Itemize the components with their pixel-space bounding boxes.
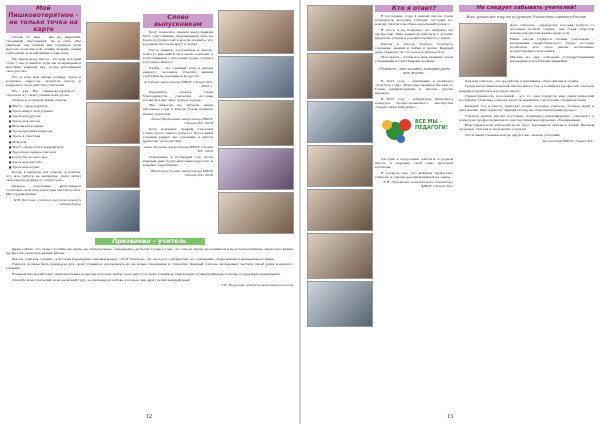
paragraph: Благодарим всех учителей за их труд, терпение и любовь к детям! Желаем здоровья, счастья и творческих успехов!	[459, 123, 594, 132]
right-page	[301, 0, 600, 424]
paragraph: Дело учителя – профессия, которая требует от человека полной отдачи, она стала смыслом жизни для многих наших педагогов.	[510, 22, 594, 36]
logo-text: ВСЕ МЫ – ПЕДАГОГИ!	[415, 118, 449, 131]
teacher-intro-text	[510, 23, 594, 77]
paragraph: Спасибо всем учителям за их нелёгкий труд, за терпение и любовь, которые они дарят детям каждый день!	[12, 277, 191, 282]
list-item: ■ Место, куда хочется вернуться	[6, 145, 81, 150]
author-signature: Алена Дегтярева, выпускница МБОУ «Лицей №3» 2016	[150, 117, 213, 126]
author-signature: Т.В. Морозова, учитель начальных классов	[221, 283, 293, 288]
paragraph: Учитель должен быть примером для своих учеников, вдохновлять их на новые свершения и открытия. Каждый учитель вкладывает частицу своей души в каждого ученика.	[6, 262, 293, 271]
epigraph-quote: Всех лучших все я шу от их успехов, Учителями славится Россия!	[466, 15, 587, 20]
left-col-1	[6, 5, 81, 233]
paragraph: Каждое поколение выпускников оставляет свой след в истории школы и села. Мы гордимся ими.	[6, 183, 81, 197]
paragraph: Хочу пожелать первым учителям только всего самого доброго! Пусть ваши ученики радуют вас успехами, а работа приносит удовольствие.	[143, 127, 213, 144]
logo-figure-red	[399, 119, 411, 131]
paragraph: Пожелание в последний год: пусть каждый день будет наполнен радостью и новыми открытиями!	[143, 154, 213, 168]
paragraph: Мы никогда не забудем наши школьные годы и всегда будем помнить наших учителей.	[143, 103, 213, 116]
list-item: ■ Гордость за своё село	[6, 155, 81, 160]
list-item: ■ Здесь живут мои родные	[6, 109, 81, 114]
left-header-3: Призвание – учитель	[95, 238, 205, 245]
teacher-intro-block	[459, 23, 594, 77]
author-signature: И.В. Пасхина, учитель русского языка и литературы	[13, 197, 81, 206]
teacher-photo-11	[307, 233, 373, 279]
paragraph: Что для Вас Пишковотерятное? – спросила я у своих учеников на уроке.	[6, 88, 81, 97]
list-item: ■ Здесь красивая природа	[6, 129, 81, 134]
list-item: ■ Здесь моя школа	[6, 119, 81, 124]
paragraph: Я горжусь тем, что выбрала профессию учителя, и считаю её самой важной на земле.	[375, 170, 453, 179]
teacher-photo-8	[307, 101, 373, 143]
author-signature: Анна Леонова, выпускница МБОУ «Лицей №3» 2016	[143, 144, 213, 153]
teacher-photo-6	[307, 5, 373, 51]
right-header-1: Кто я ответ?	[375, 5, 453, 12]
paragraph: Учёба – это главный этап в жизни каждого человека. Спасибо нашим учителям за терпение и мудрость.	[143, 65, 213, 78]
graduate-photo-5	[218, 192, 294, 234]
teacher-photo-2	[86, 62, 140, 100]
right-header-2: Не следует забывать учителей!	[459, 5, 594, 12]
paragraph: В 2015 году – победитель областного конкурса профессионального мастерства «Педагогический дебют».	[375, 96, 453, 109]
graduate-photo-2	[218, 56, 294, 98]
paragraph: Каждый год в школу приходят новые молодые учителя, полные идей и энтузиазма. Они приносят свежий взгляд на образовательный процесс.	[459, 103, 594, 112]
teachers-logo	[375, 111, 453, 155]
paragraph: Пусть знания, полученные в школе, помогут вам найти своё место в жизни, а воспоминания о школьных годах согреют в трудную минуту.	[143, 47, 213, 65]
right-col-1	[375, 5, 453, 410]
teacher-photo-3	[86, 102, 140, 144]
paragraph: Я учусь, и не пожалею, что выбрала эту профессию. Мне нравится работать с детьми, видеть их успехи и радоваться вместе с ними.	[375, 27, 453, 40]
paragraph: В последние годы в нашей школе стали появляться молодые учителя, которые по-новому смотрят на образовательный процесс.	[375, 14, 453, 27]
paragraph: Разрешите сказать слова благодарности учителям, которые вложили в нас свою душу и сердце.	[143, 89, 213, 102]
list-item: ■ Место, где я родился	[6, 104, 81, 109]
logo-figure-blue	[397, 135, 405, 143]
list-item: ■ Здесь мои друзья	[6, 114, 81, 119]
paragraph: Среди выпускников нашей школы много тех, кто выбрал профессию учителя и вернулся работать в родную школу.	[459, 84, 594, 93]
paragraph: Когда я увидела эти ответы, я поняла, что моя работа не напрасна. Дети любят свою малую родину и гордятся ею.	[6, 170, 81, 183]
list-item: ■ Здесь я счастлив	[6, 134, 81, 139]
author-signature: А.Лобова, выпускница МБОУ «Лицей №3» 2016 г.	[143, 79, 213, 88]
logo-area	[375, 111, 453, 155]
pull-quote: «Учитель – это человек, который учит всю жизнь»	[378, 66, 450, 76]
author-signature: Коллектив МБОУ «Лицей №3»	[542, 138, 594, 143]
teacher-photo-9	[307, 145, 373, 187]
list-item: ■ Моя малая родина	[6, 124, 81, 129]
paragraph: Сегодня я продолжаю работать в родной школе и передаю свой опыт молодым коллегам.	[375, 156, 453, 170]
teacher-photo-10	[307, 189, 373, 231]
paragraph: Школа, учитель, ученик – эти слова неразрывно связаны между собой. Учитель – это не просто профессия, это призвание, образ жизни и жизненная позиция.	[12, 256, 275, 261]
paragraph: Учителя нашей школы постоянно повышают квалификацию, участвуют в конкурсах профессионального мастерства и методических объединениях.	[459, 113, 594, 122]
right-col-2	[459, 5, 594, 410]
page-number-left: 12	[146, 414, 152, 420]
teacher-photo-5	[86, 190, 140, 232]
author-signature: Виктория Гусева, выпускница МБОУ «Лицей №3» 2016	[151, 168, 213, 177]
graduate-photo-4	[218, 148, 294, 190]
list-item: ■ Здесь мои первые учителя	[6, 150, 81, 155]
paragraph: Моя мечта – чтобы все мои ученики стали успешными и счастливыми людьми.	[375, 55, 453, 64]
left-header-1: Мой Пишковотерятное – не только точка на карте	[6, 5, 81, 33]
graduate-photo-3	[218, 100, 294, 146]
left-header-2: Слово выпускникам	[143, 14, 213, 28]
logo-figure-yellow	[382, 120, 392, 130]
list-item: ■ Здесь мои корни	[6, 165, 81, 170]
paragraph: Даже сейчас, что люди случайно не такие, не обязательные, совершенно, не были готовы к тому, что они не знали, не понимали и не хотели понимать, насколько важна профессия учителя в нашей жизни.	[6, 247, 293, 256]
left-col-2	[143, 14, 213, 234]
paragraph: В нашей школе работают замечательные педагоги, которые любят свою работу и своих учеников. Они всегда готовы прийти на помощь, поддержать и направить.	[12, 271, 281, 276]
author-signature: Е.Ф. Лукьянова, заместитель директора МБОУ «Лицей №3»	[383, 180, 453, 189]
paragraph: Преемственность поколений – это то, чем гордится наш педагогический коллектив. Опытные учителя делятся знаниями с молодыми специалистами.	[459, 94, 594, 103]
teacher-photo-4	[86, 146, 140, 188]
left-bottom-section	[6, 238, 293, 408]
paragraph: Сперва я получила такие ответы:	[12, 98, 68, 103]
page-number-right: 13	[447, 414, 453, 420]
paragraph: На самом деле, школа – это дом, который стоит у нас в памяти, куда мы возвращаемся мыслями каждый раз, когда вспоминаем своё детство.	[6, 56, 81, 74]
paragraph: Многие из них отмечены государственными наградами и почётными званиями.	[510, 54, 594, 63]
teacher-portrait	[459, 23, 507, 77]
list-item: ■ Мой дом	[6, 140, 81, 145]
paragraph: Для них учитель – это не работа, а призвание, образ жизни и судьба.	[465, 78, 580, 83]
paragraph: Пусть ваши ученики всегда радуют вас своими успехами!	[465, 132, 561, 137]
graduate-photo-1	[218, 10, 294, 54]
list-item: ■ Здесь моё детство	[6, 160, 81, 165]
paragraph: Наша школа гордится своими учителями – ветеранами педагогического труда, которые посвятили всю свою жизнь воспитанию подрастающего поколения.	[510, 36, 594, 53]
paragraph: Хочу пожелать нашим выпускникам быть счастливыми, уверенными в себе, не бояться трудностей и всегда помнить, что в родной школе их ждут и любят.	[143, 30, 213, 47]
paragraph: Работа в школе требует большого терпения, знаний и любви к детям. Каждый день приносит что-то новое и интересное.	[375, 41, 453, 54]
teacher-photo-1	[86, 22, 140, 60]
teacher-photo-7	[307, 53, 373, 99]
left-page	[0, 0, 299, 424]
paragraph: Летом 21 мая – мы не знающий, скромный, внутренний ты в себе. Мы уважаем, мы любим, мы гордимся этим местом, этой школой, этими людьми, этими учителями, в своей жизни и навсегда.	[6, 35, 81, 56]
paragraph: Это и есть моя малая родина. Здесь я родилась, выросла, окончила школу и вернулась сюда работать учителем.	[6, 74, 81, 88]
teacher-photo-12	[307, 281, 373, 327]
paragraph: В 2012 году – призвание в конкурсе «Учитель года». Благодарственные письма от Главы администрации и многие другие награды.	[375, 78, 453, 95]
